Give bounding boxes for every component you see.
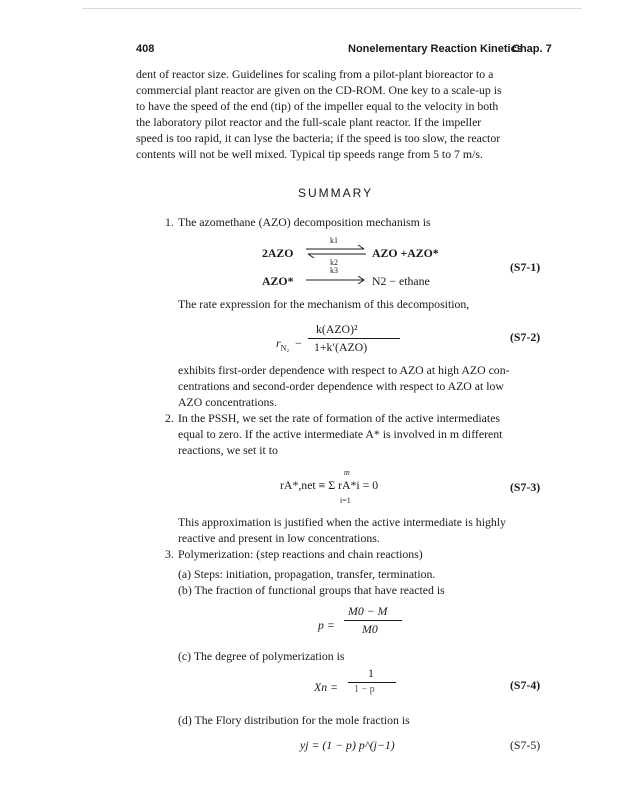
intro-line-4: the laboratory pilot reactor and the full-scale plant reactor. If the impeller xyxy=(136,115,482,129)
item-3-d: (d) The Flory distribution for the mole fraction is xyxy=(178,713,410,727)
eq-label-s7-2: (S7-2) xyxy=(510,330,541,344)
eq4-fraction-bar xyxy=(348,682,396,683)
eq4-lhs: Xn = xyxy=(314,680,339,694)
intro-line-6: contents will not be well mixed. Typical tip speeds range from 5 to 7 m/s. xyxy=(136,147,483,161)
eq5-expression: yj = (1 − p) p^(j−1) xyxy=(300,738,395,752)
item-1-after-3: AZO concentrations. xyxy=(178,395,277,409)
item-2-number: 2. xyxy=(165,411,174,425)
item-2-after-2: reactive and present in low concentrations. xyxy=(178,531,380,545)
chapter-label: Chap. 7 xyxy=(512,43,552,55)
item-1-text: The azomethane (AZO) decomposition mechanism is xyxy=(178,215,431,229)
eq3-sum-bottom: i=1 xyxy=(340,496,351,505)
eq3-sum-top: m xyxy=(344,468,350,477)
item-1-number: 1. xyxy=(165,215,174,229)
page-number: 408 xyxy=(136,43,155,55)
eq-p-lhs: p = xyxy=(318,618,335,632)
eq1-row2-right: N2 − ethane xyxy=(372,274,430,288)
eq2-lhs: $r_{N_2}$ − xyxy=(276,336,302,353)
eq2-denominator: 1+k′(AZO) xyxy=(314,340,368,354)
eq-p-fraction-bar xyxy=(344,620,402,621)
summary-heading: SUMMARY xyxy=(298,186,374,200)
eq-label-s7-1: (S7-1) xyxy=(510,260,541,274)
eq-p-denominator: M0 xyxy=(362,622,378,636)
eq2-fraction-bar xyxy=(308,338,400,339)
item-3-a: (a) Steps: initiation, propagation, transfer, termination. xyxy=(178,567,436,581)
item-3-number: 3. xyxy=(165,547,174,561)
item-1-after-2: centrations and second-order dependence with respect to AZO at low xyxy=(178,379,504,393)
intro-line-1: dent of reactor size. Guidelines for scaling from a pilot-plant bioreactor to a xyxy=(136,67,494,81)
eq4-numerator: 1 xyxy=(368,666,374,680)
eq1-k3: k3 xyxy=(330,266,338,275)
forward-arrow xyxy=(304,276,368,286)
eq-label-s7-4: (S7-4) xyxy=(510,678,541,692)
eq1-row1-right: AZO +AZO* xyxy=(372,246,439,260)
eq-p-numerator: M0 − M xyxy=(348,604,388,618)
item-2-line-3: reactions, we set it to xyxy=(178,443,278,457)
eq1-k1: k1 xyxy=(330,236,338,245)
eq2-numerator: k(AZO)² xyxy=(316,322,358,336)
top-rule xyxy=(82,8,582,9)
running-title: Nonelementary Reaction Kinetics xyxy=(348,43,523,55)
item-2-line-1: In the PSSH, we set the rate of formation of the active intermediates xyxy=(178,411,501,425)
eq4-denominator: 1 − p xyxy=(354,684,375,695)
item-3-c: (c) The degree of polymerization is xyxy=(178,649,345,663)
item-3-text: Polymerization: (step reactions and chain reactions) xyxy=(178,547,423,561)
eq-label-s7-3: (S7-3) xyxy=(510,480,541,494)
intro-line-5: speed is too rapid, it can lyse the bacteria; if the speed is too slow, the reactor xyxy=(136,131,501,145)
eq-label-s7-5: (S7-5) xyxy=(510,738,541,752)
eq1-k2: k2 xyxy=(330,258,338,267)
item-2-after-1: This approximation is justified when the active intermediate is highly xyxy=(178,515,506,529)
rate-expression-text: The rate expression for the mechanism of this decomposition, xyxy=(178,297,470,311)
eq1-row1-left: 2AZO xyxy=(262,246,294,260)
item-2-line-2: equal to zero. If the active intermediate A* is involved in m different xyxy=(178,427,503,441)
intro-line-3: to have the speed of the end (tip) of the impeller equal to the velocity in both xyxy=(136,99,499,113)
item-3-b: (b) The fraction of functional groups that have reacted is xyxy=(178,583,445,597)
eq1-row2-left: AZO* xyxy=(262,274,294,288)
item-1-after-1: exhibits first-order dependence with respect to AZO at high AZO con- xyxy=(178,363,510,377)
intro-line-2: commercial plant reactor are given on the CD-ROM. One key to a scale-up is xyxy=(136,83,502,97)
eq3-expression: rA*,net ≡ Σ rA*i = 0 xyxy=(280,478,379,492)
